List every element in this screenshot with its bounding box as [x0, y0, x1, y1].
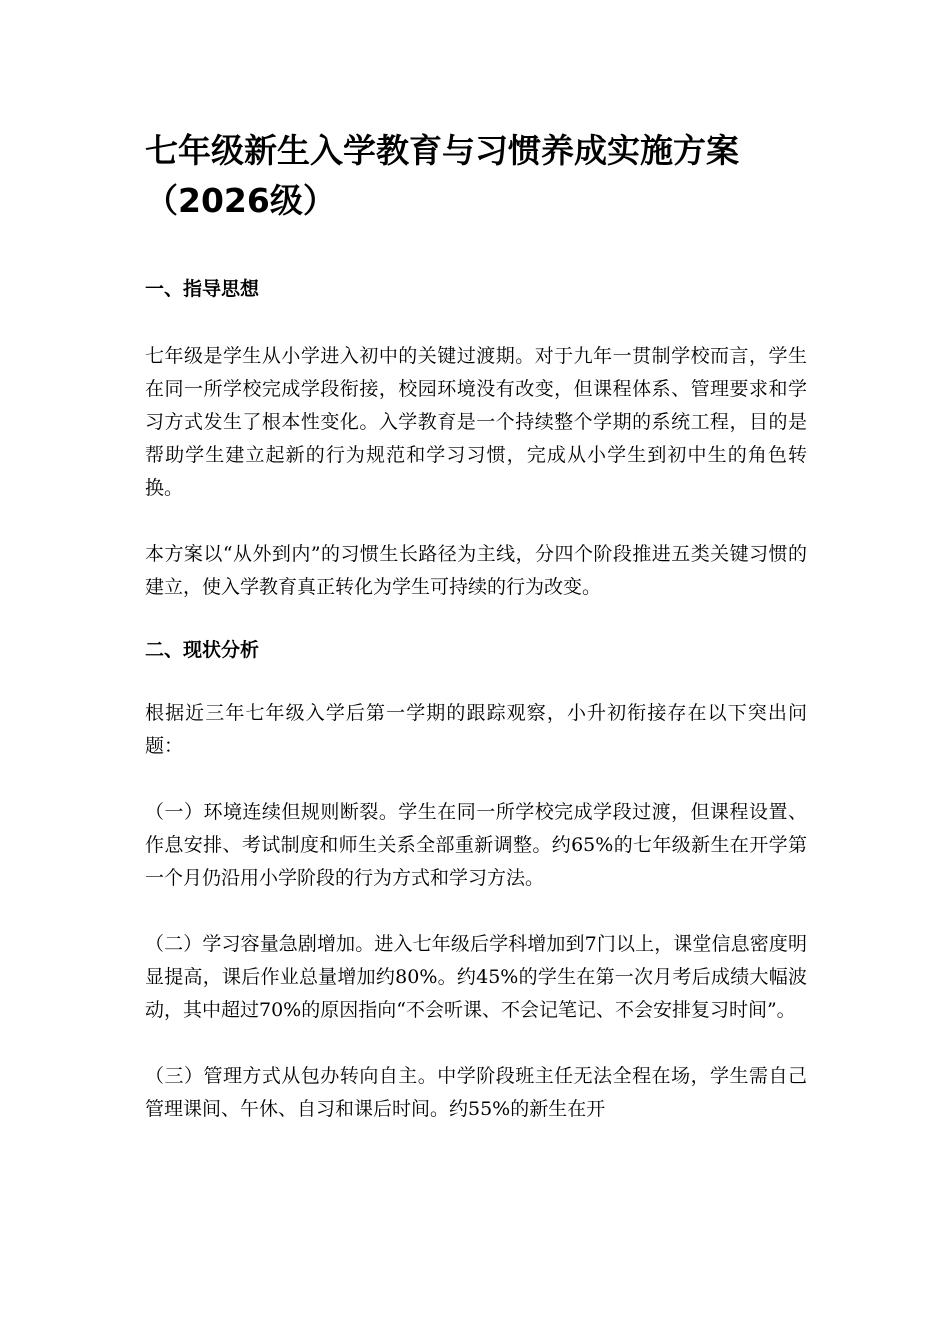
section-heading-status-analysis: 二、现状分析 — [145, 639, 260, 661]
paragraph-text: 七年级是学生从小学进入初中的关键过渡期。对于九年一贯制学校而言，学生在同一所学校完成学段衔接，校园环境没有改变，但课程体系、管理要求和学习方式发生了根本性变化。入学教育是一个持续整个学期的系统工程，目的是帮助学生建立起新的行为规范和学习习惯，完成从小学生到初中生的角色转换。 — [145, 345, 807, 499]
paragraph-text: （二）学习容量急剧增加。进入七年级后学科增加到7门以上，课堂信息密度明显提高，课后作业总量增加约80%。约45%的学生在第一次月考后成绩大幅波动，其中超过70%的原因指向“不会听课、不会记笔记、不会安排复习时间”。 — [145, 933, 807, 1021]
paragraph-text: （三）管理方式从包办转向自主。中学阶段班主任无法全程在场，学生需自己管理课间、午休、自习和课后时间。约55%的新生在开 — [145, 1065, 807, 1120]
paragraph-text: 本方案以“从外到内”的习惯生长路径为主线，分四个阶段推进五类关键习惯的建立，使入学教育真正转化为学生可持续的行为改变。 — [145, 543, 807, 598]
section-heading-guiding-ideology: 一、指导思想 — [145, 278, 260, 300]
document-title: 七年级新生入学教育与习惯养成实施方案（2026级） — [145, 131, 739, 220]
paragraph-text: （一）环境连续但规则断裂。学生在同一所学校完成学段过渡，但课程设置、作息安排、考试制度和师生关系全部重新调整。约65%的七年级新生在开学第一个月仍沿用小学阶段的行为方式和学习方法。 — [145, 801, 807, 889]
paragraph-text: 根据近三年七年级入学后第一学期的跟踪观察，小升初衔接存在以下突出问题： — [145, 702, 807, 757]
document-page — [145, 126, 807, 1126]
